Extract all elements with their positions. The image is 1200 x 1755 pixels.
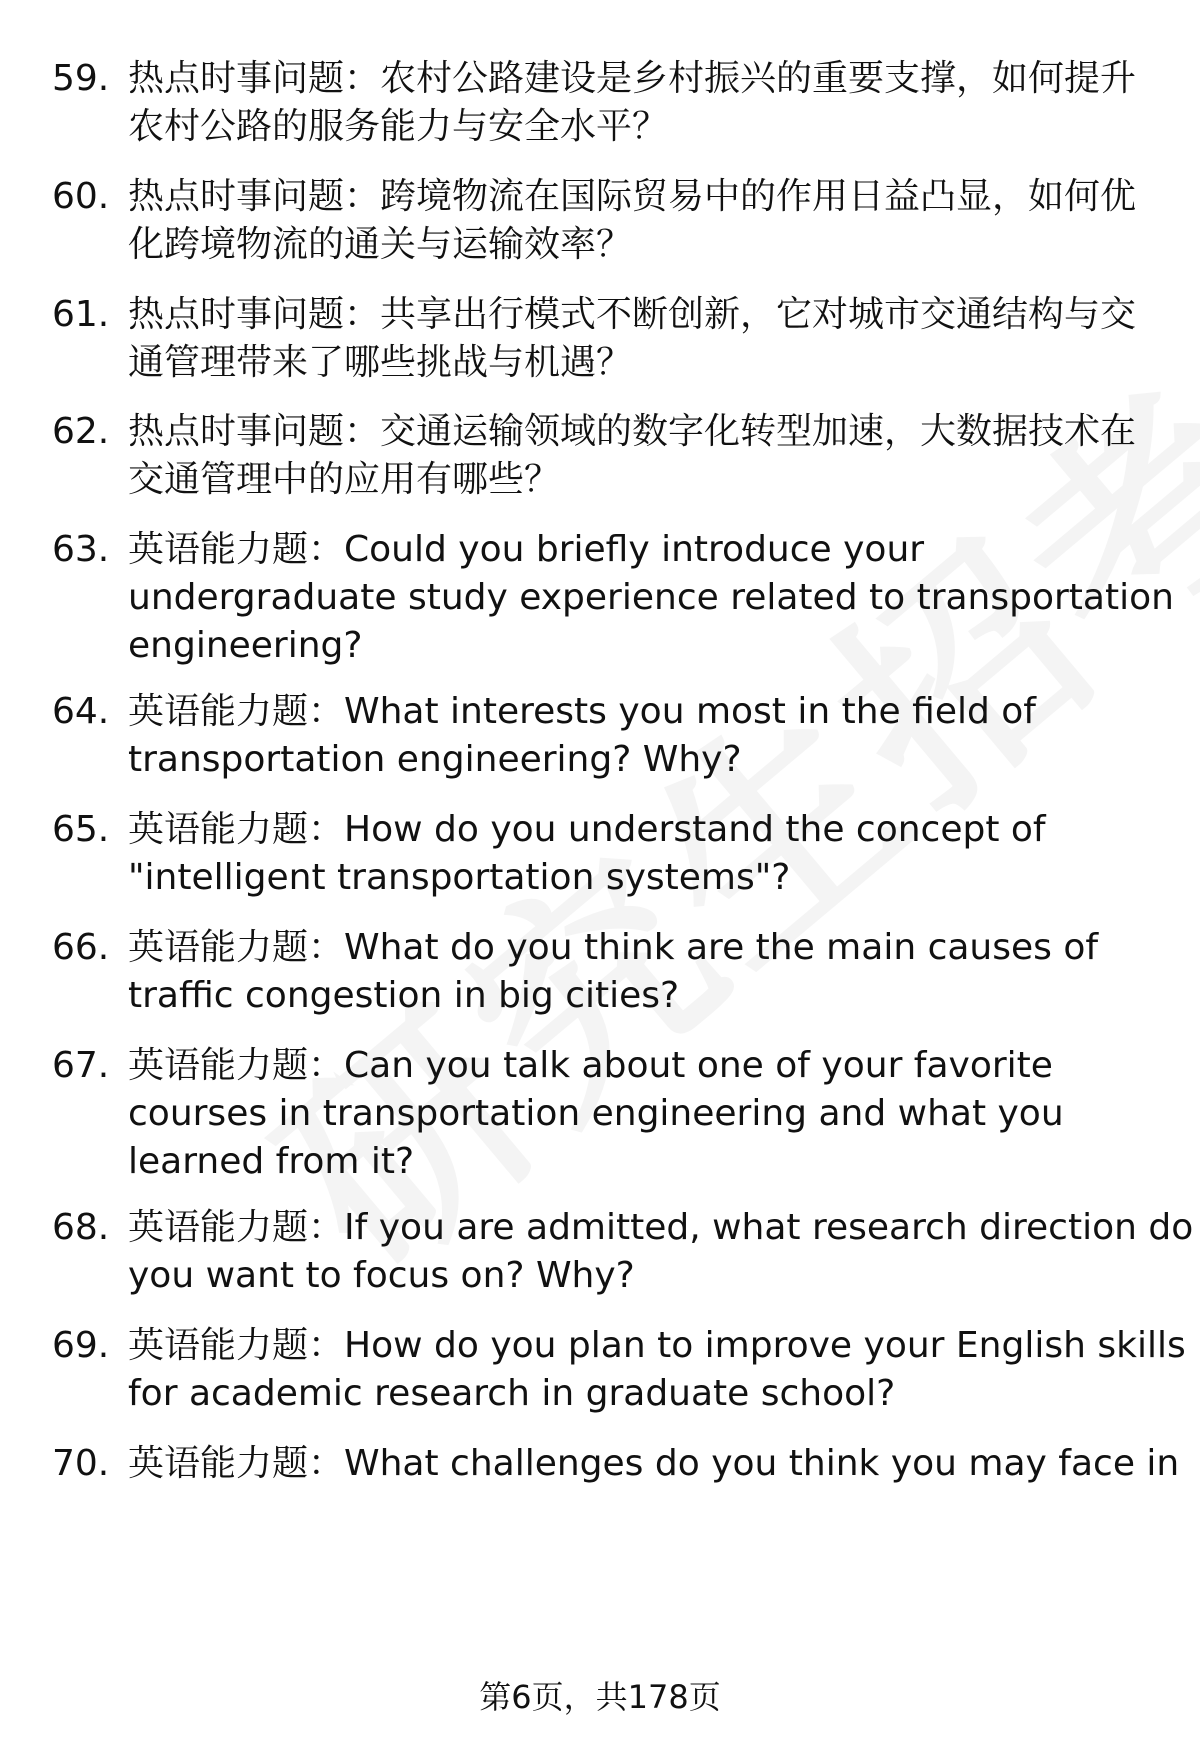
question-text (128, 688, 1200, 784)
question-category: 热点时事问题： (128, 58, 381, 99)
question-line: 化跨境物流的通关与运输效率？ (128, 224, 633, 265)
question-line: Can you talk about one of your favorite (344, 1045, 1053, 1086)
question-text (128, 408, 1200, 504)
question-number: 67. (52, 1045, 110, 1086)
question-category: 英语能力题： (128, 1443, 345, 1484)
question-category: 英语能力题： (128, 927, 345, 968)
question-line: What do you think are the main causes of (344, 927, 1099, 968)
question-text (128, 291, 1200, 387)
question-category: 英语能力题： (128, 1045, 345, 1086)
question-line: traffic congestion in big cities? (128, 975, 680, 1016)
question-line: transportation engineering? Why? (128, 739, 742, 780)
question-category: 英语能力题： (128, 1325, 345, 1366)
question-category: 英语能力题： (128, 1207, 345, 1248)
question-number: 63. (52, 529, 110, 570)
question-line: If you are admitted, what research direction do (344, 1207, 1194, 1248)
question-line: 交通运输领域的数字化转型加速，大数据技术在 (380, 411, 1137, 452)
question-text (128, 173, 1200, 269)
question-text (128, 1440, 1200, 1488)
question-line: What challenges do you think you may face in (344, 1443, 1180, 1484)
question-category: 英语能力题： (128, 529, 345, 570)
question-line: 交通管理中的应用有哪些？ (128, 459, 561, 500)
question-line: learned from it? (128, 1141, 415, 1182)
question-line: What interests you most in the field of (344, 691, 1036, 732)
question-line: 共享出行模式不断创新，它对城市交通结构与交 (380, 294, 1137, 335)
question-line: How do you understand the concept of (344, 809, 1046, 850)
question-text (128, 1204, 1200, 1300)
question-number: 61. (52, 294, 110, 335)
question-line: for academic research in graduate school? (128, 1373, 896, 1414)
question-number: 68. (52, 1207, 110, 1248)
question-number: 66. (52, 927, 110, 968)
question-category: 英语能力题： (128, 809, 345, 850)
question-line: you want to focus on? Why? (128, 1255, 635, 1296)
question-line: 农村公路的服务能力与安全水平？ (128, 106, 669, 147)
question-category: 英语能力题： (128, 691, 345, 732)
question-text (128, 55, 1200, 151)
question-text (128, 526, 1200, 670)
question-line: 跨境物流在国际贸易中的作用日益凸显，如何优 (380, 176, 1137, 217)
question-number: 70. (52, 1443, 110, 1484)
question-line: How do you plan to improve your English skills (344, 1325, 1186, 1366)
question-text (128, 806, 1200, 902)
question-line: 农村公路建设是乡村振兴的重要支撑，如何提升 (380, 58, 1137, 99)
question-number: 62. (52, 411, 110, 452)
page-footer: 第6页，共178页 (479, 1678, 721, 1716)
question-number: 65. (52, 809, 110, 850)
question-text (128, 1322, 1200, 1418)
question-line: 通管理带来了哪些挑战与机遇？ (128, 342, 633, 383)
question-category: 热点时事问题： (128, 294, 381, 335)
question-category: 热点时事问题： (128, 176, 381, 217)
question-line: undergraduate study experience related to transportation (128, 577, 1174, 618)
question-number: 60. (52, 176, 110, 217)
question-line: courses in transportation engineering and what you (128, 1093, 1064, 1134)
question-line: engineering? (128, 625, 363, 666)
question-number: 69. (52, 1325, 110, 1366)
question-text (128, 1042, 1200, 1186)
question-category: 热点时事问题： (128, 411, 381, 452)
question-number: 59. (52, 58, 110, 99)
question-text (128, 924, 1200, 1020)
question-line: Could you briefly introduce your (344, 529, 925, 570)
question-number: 64. (52, 691, 110, 732)
question-line: "intelligent transportation systems"? (128, 857, 791, 898)
